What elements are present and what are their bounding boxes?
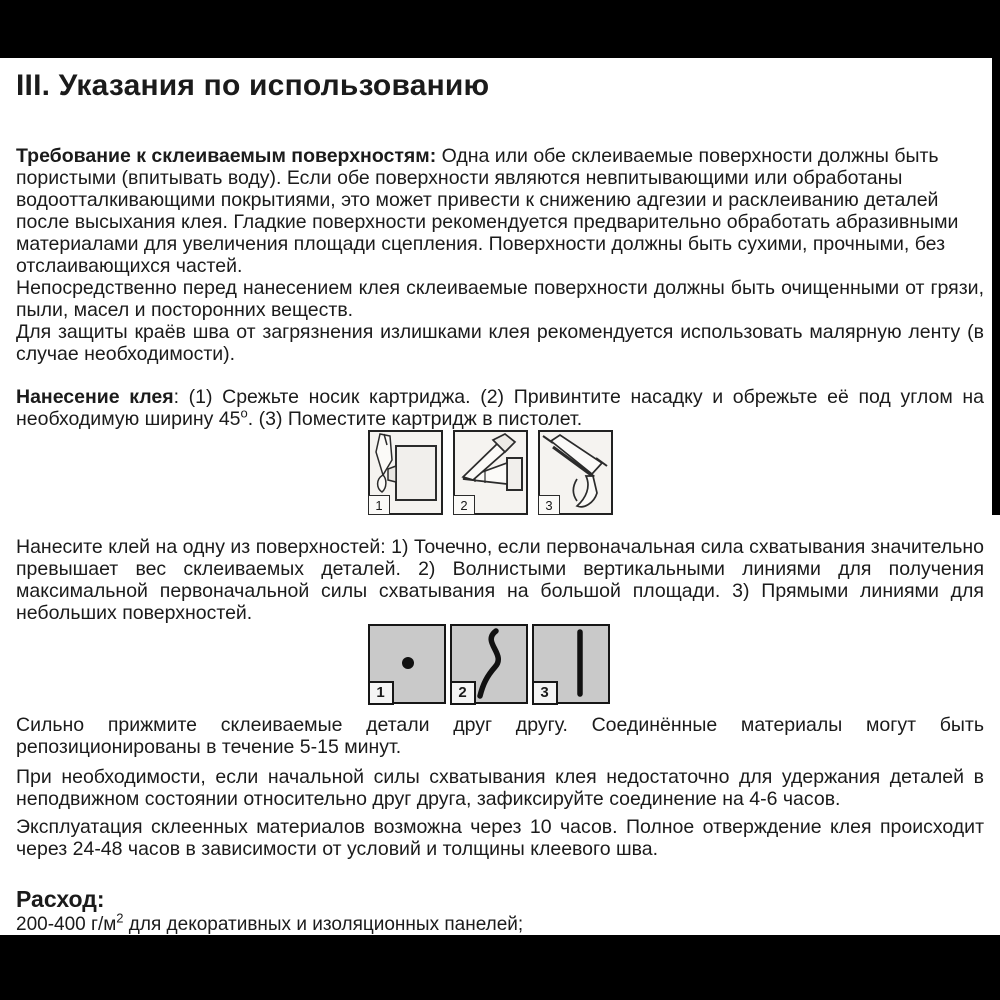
paragraph-press: Сильно прижмите склеиваемые детали друг другу. Соединённые материалы могут быть репозиционированы в течение 5-15 минут. [16, 714, 984, 758]
figure-panel-wavy-line-pattern [450, 624, 528, 704]
figure-panel-cut-cartridge-tip [368, 430, 443, 515]
application-text-before-sup: : (1) Срежьте носик картриджа. (2) Привинтите насадку и обрежьте её под углом на необходимую ширину 45 [16, 386, 984, 430]
figure-step-number: 2 [453, 495, 475, 515]
figure-bead-patterns [368, 624, 984, 704]
application-lead: Нанесение клея [16, 386, 174, 408]
figure-step-number: 3 [532, 681, 558, 705]
paragraph-application [16, 386, 984, 430]
application-text-after-sup: . (3) Поместите картридж в пистолет. [247, 408, 583, 430]
figure-step-number: 1 [368, 495, 390, 515]
figure-panel-cut-nozzle-45 [453, 430, 528, 515]
figure-cartridge-preparation [368, 430, 984, 515]
paragraph-surface-requirements [16, 145, 984, 277]
scan-border-bottom [0, 935, 1000, 1000]
figure-step-number: 1 [368, 681, 394, 705]
figure-panel-straight-line-pattern [532, 624, 610, 704]
consumption-line-panels [16, 910, 984, 936]
consumption-rate-after-sup: для декоративных и изоляционных панелей; [123, 914, 524, 935]
degree-superscript: о [240, 405, 248, 421]
paragraph-fixation: При необходимости, если начальной силы схватывания клея недостаточно для удержания деталей в неподвижном состоянии относительно друг друга, зафиксируйте соединение на 4-6 часов. [16, 766, 984, 810]
figure-step-number: 3 [538, 495, 560, 515]
document-content [0, 58, 1000, 959]
paragraph-apply-methods: Нанесите клей на одну из поверхностей: 1) Точечно, если первоначальная сила схватывания значительно превышает вес склеиваемых деталей. 2) Волнистыми вертикальными линиями для получения максимальной первоначальной силы схватывания на большой площади. 3) Прямыми линиями для небольших поверхностей. [16, 536, 984, 624]
figure-step-number: 2 [450, 681, 476, 705]
squared-superscript: 2 [116, 910, 124, 926]
paragraph-masking-tape: Для защиты краёв шва от загрязнения излишками клея рекомендуется использовать малярную ленту (в случае необходимости). [16, 321, 984, 365]
scan-border-top [0, 0, 1000, 58]
consumption-heading: Расход: [16, 886, 105, 912]
figure-panel-insert-in-gun [538, 430, 613, 515]
paragraph-cleaning: Непосредственно перед нанесением клея склеиваемые поверхности должны быть очищенными от грязи, пыли, масел и посторонних веществ. [16, 277, 984, 321]
figure-panel-dot-pattern [368, 624, 446, 704]
page-title: III. Указания по использованию [16, 69, 490, 102]
consumption-rate-before-sup: 200-400 г/м [16, 914, 117, 935]
surface-requirements-body: Одна или обе склеиваемые поверхности должны быть пористыми (впитывать воду). Если обе поверхности являются невпитывающими или обработаны водоотталкивающими покрытиями, это может привести к снижению адгезии и расклеиванию деталей после высыхания клея. Гладкие поверхности рекомендуется предварительно обработать абразивными материалами для увеличения площади сцепления. Поверхности должны быть сухими, прочными, без отслаивающихся частей. [16, 145, 959, 277]
surface-requirements-lead: Требование к склеиваемым поверхностям: [16, 145, 437, 167]
paragraph-curing: Эксплуатация склеенных материалов возможна через 10 часов. Полное отверждение клея происходит через 24-48 часов в зависимости от условий и толщины клеевого шва. [16, 816, 984, 860]
